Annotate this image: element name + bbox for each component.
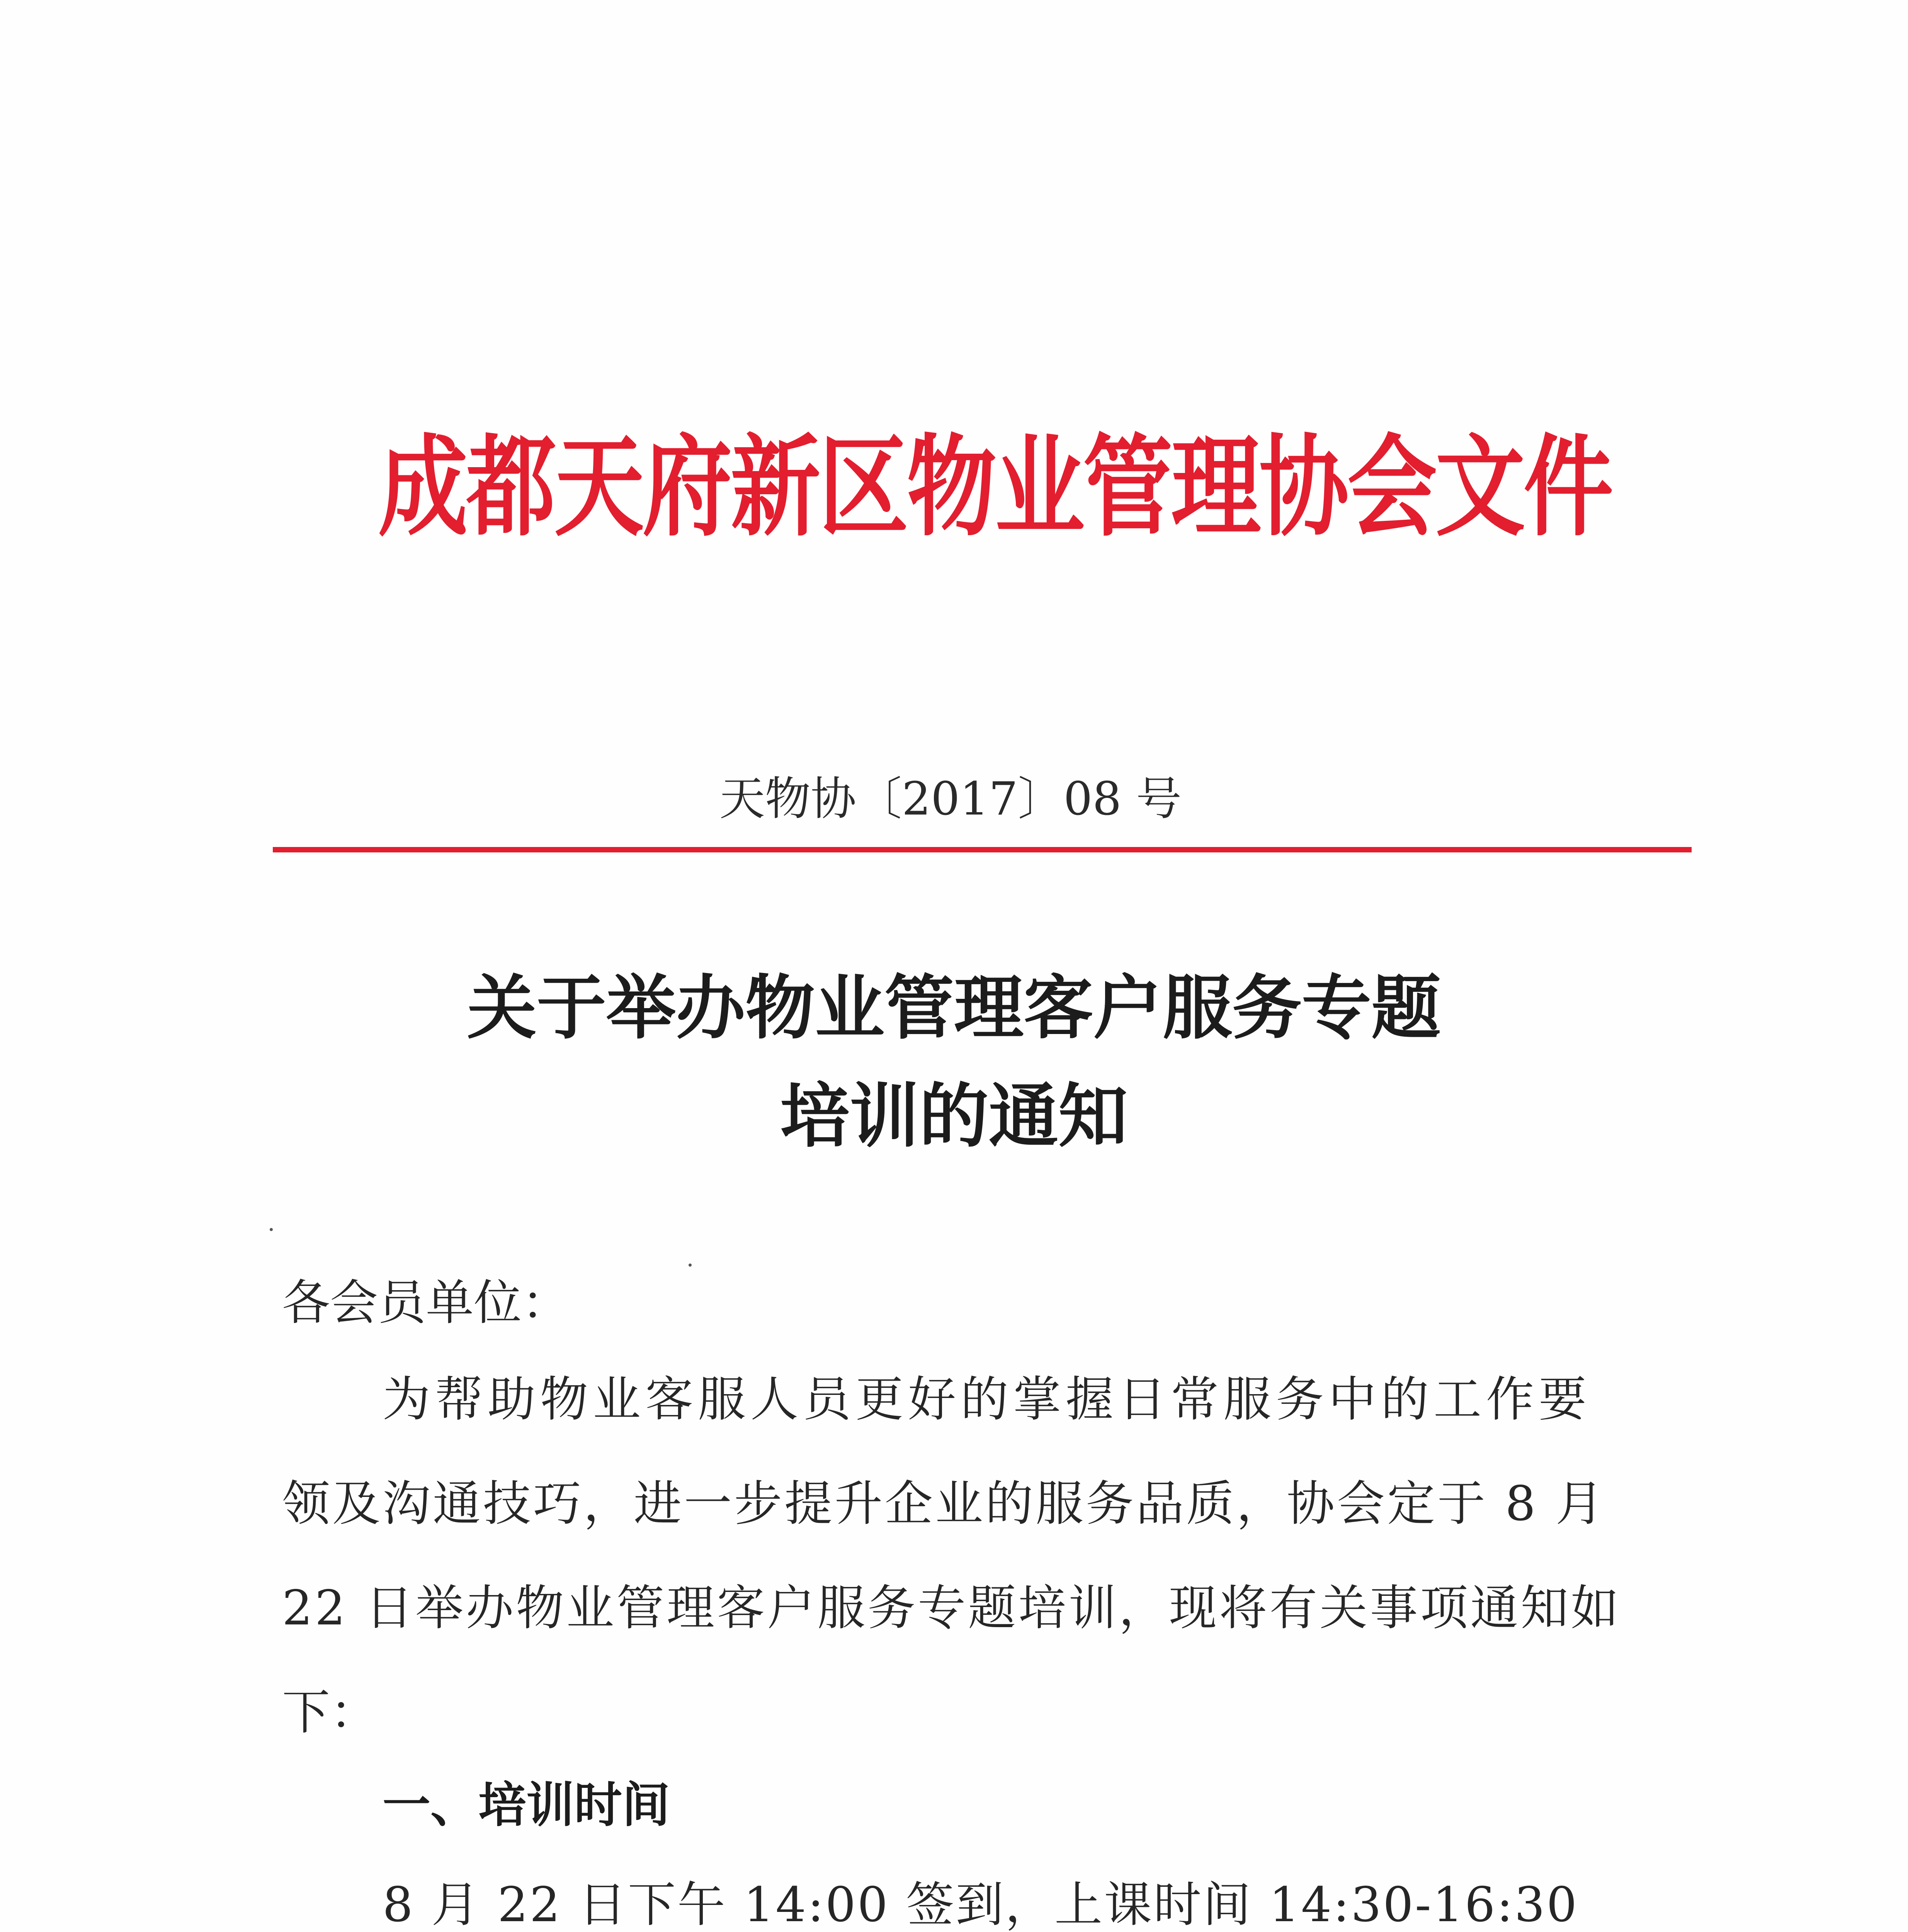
- document-number: 天物协〔2017〕08 号: [719, 772, 1182, 825]
- section-time-text: 8 月 22 日下午 14:00 签到，上课时间 14:30-16:30: [383, 1877, 1579, 1932]
- section-heading-time: 一、培训时间: [383, 1777, 670, 1833]
- scan-speck: [270, 1228, 273, 1231]
- intro-line-4: 下：: [282, 1685, 378, 1740]
- intro-line-1: [383, 1372, 1627, 1427]
- masthead-title: 成都天府新区物业管理协会文件: [378, 423, 1612, 551]
- scan-speck: [689, 1264, 692, 1267]
- intro-line-3: 22 日举办物业管理客户服务专题培训，现将有关事项通知如: [282, 1580, 1621, 1636]
- notice-title-line-1: 关于举办物业管理客户服务专题: [467, 968, 1441, 1049]
- intro-line-2: 领及沟通技巧，进一步提升企业的服务品质，协会定于 8 月: [282, 1476, 1606, 1532]
- red-divider-line: [273, 847, 1692, 852]
- notice-title-line-2: 培训的通知: [780, 1076, 1128, 1157]
- intro-line-1-text: 为帮助物业客服人员更好的掌握日常服务中的工作要: [383, 1372, 1592, 1427]
- salutation: 各会员单位：: [282, 1275, 570, 1331]
